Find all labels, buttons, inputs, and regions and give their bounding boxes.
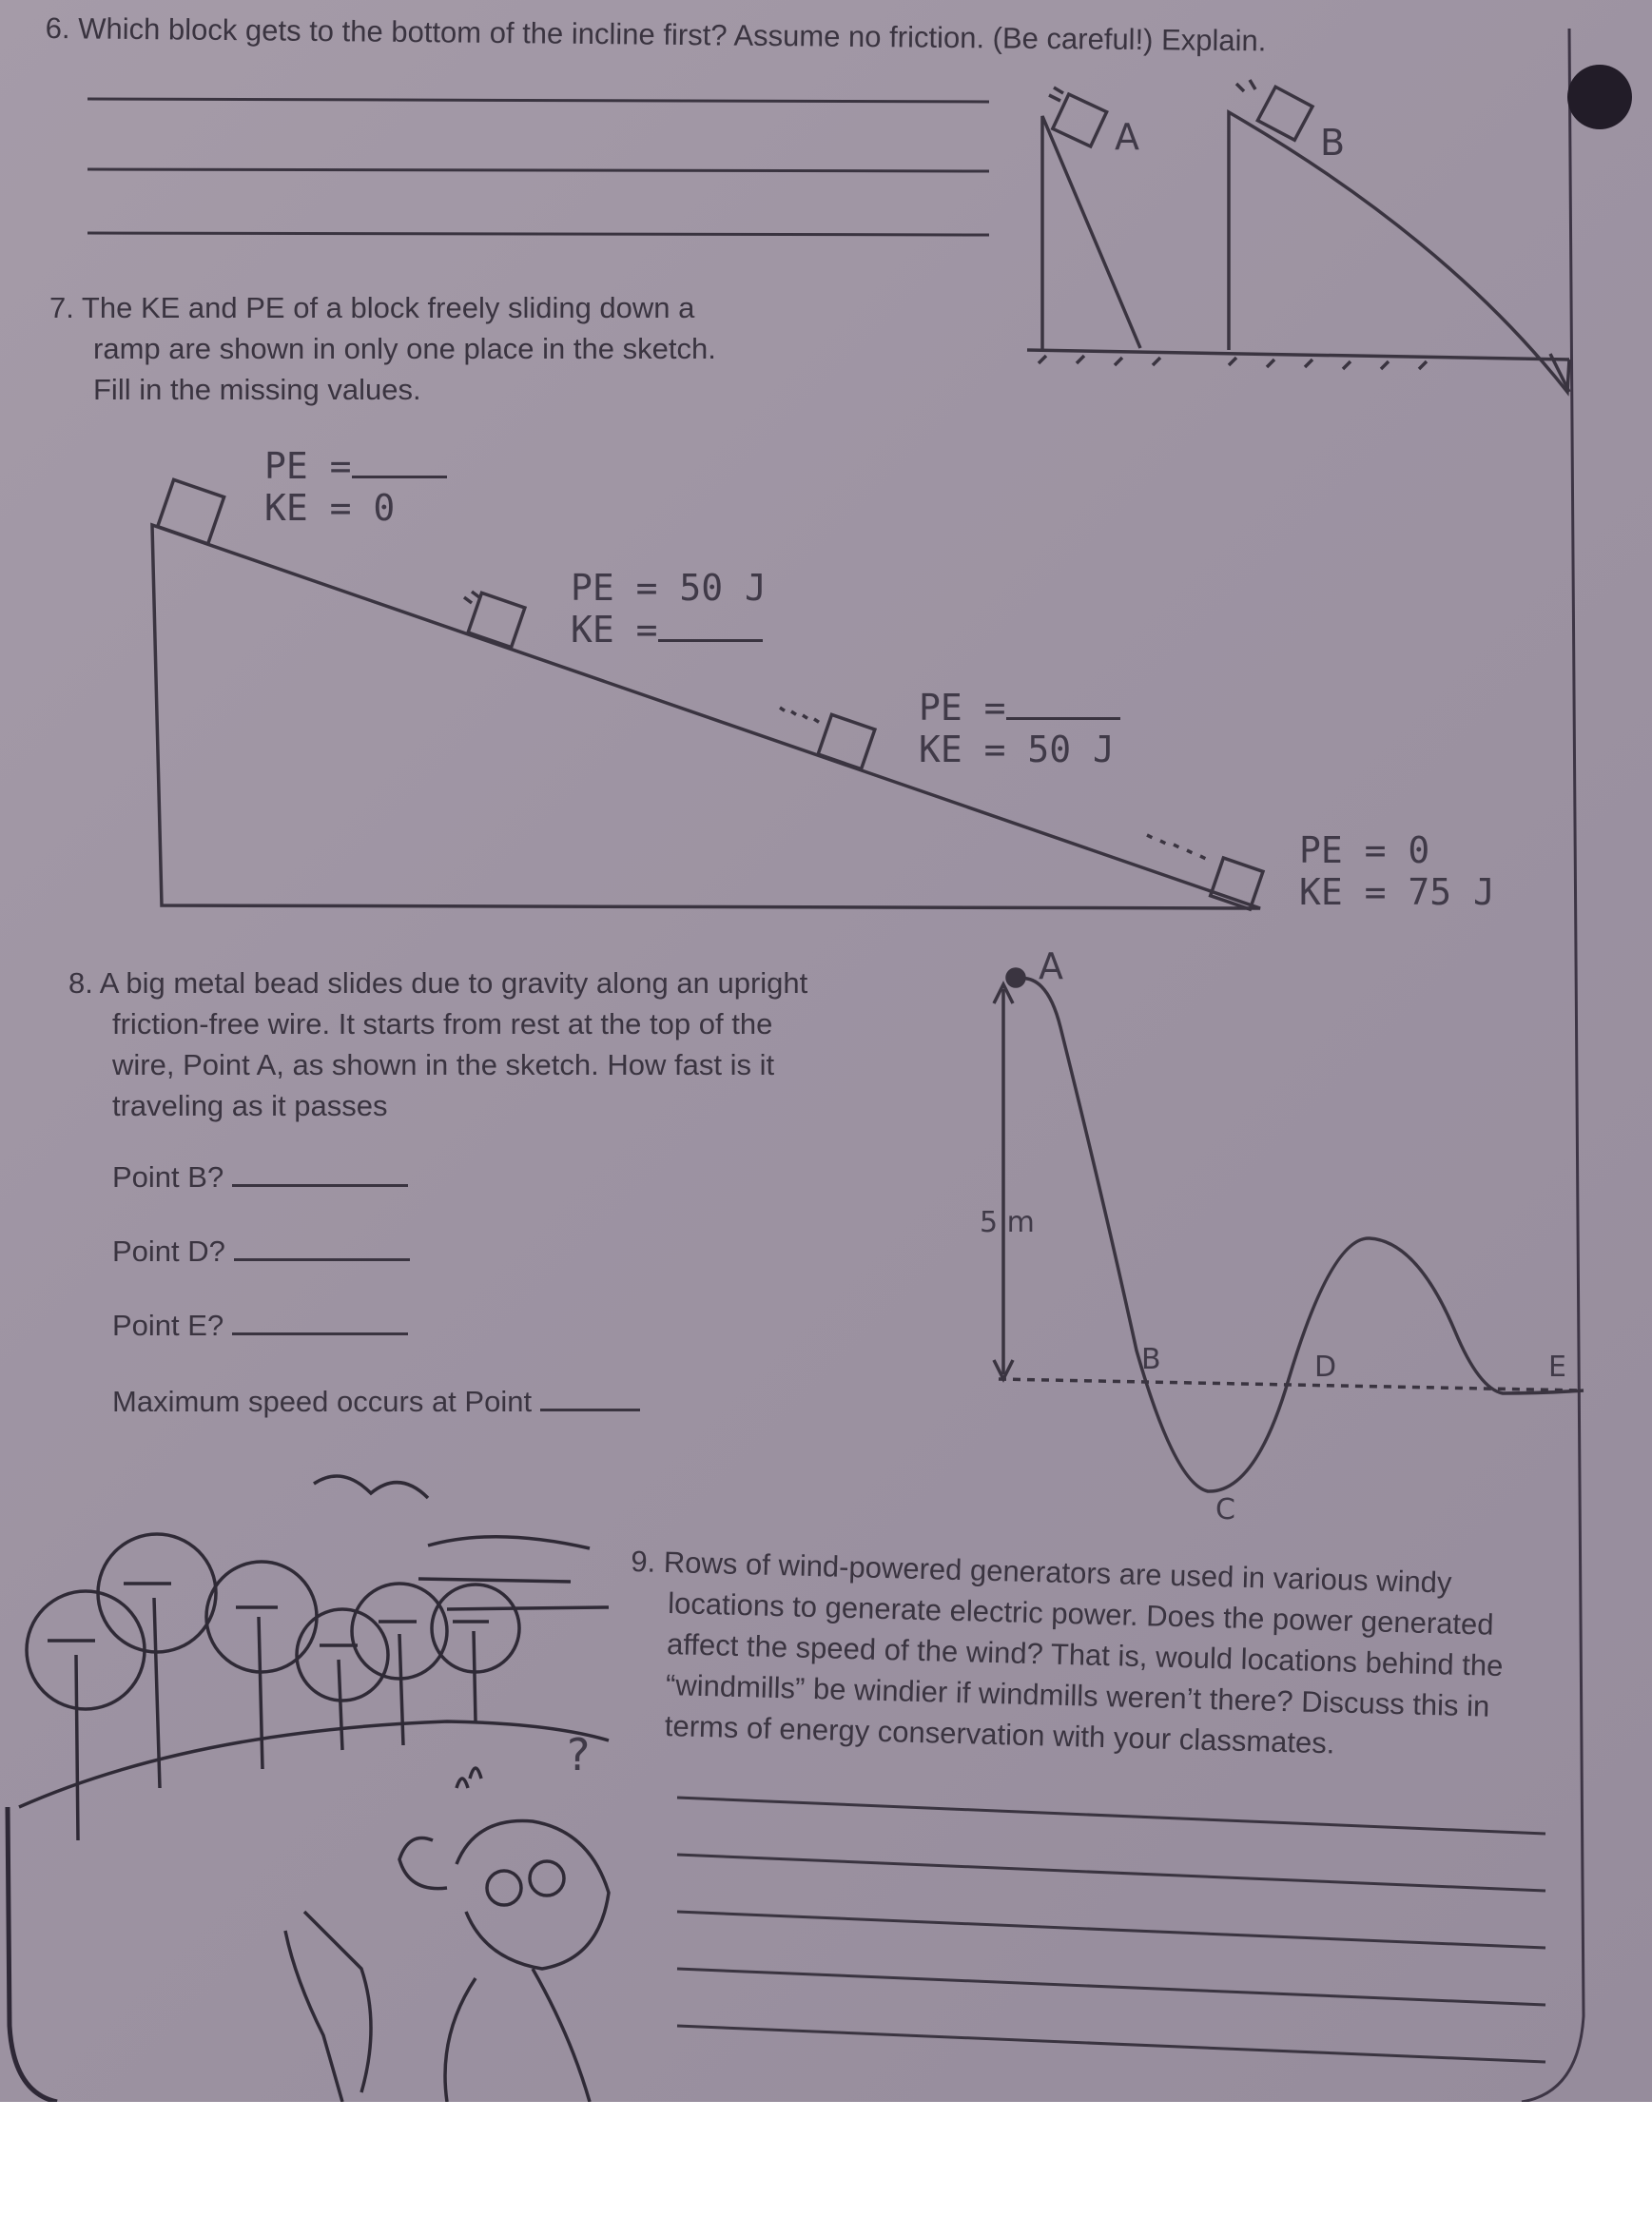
q9-line5: terms of energy conservation with your classmates.: [664, 1708, 1335, 1760]
q7-p3-pe-blank[interactable]: [1006, 717, 1120, 720]
q7-p3-ke: KE = 50 J: [919, 729, 1115, 770]
q7-point2-values: [571, 567, 767, 651]
q8-label-a: A: [1039, 945, 1063, 987]
q7-number: 7.: [49, 291, 74, 324]
page-left-edge: [8, 1807, 57, 2102]
q7-p2-ke-blank[interactable]: [658, 639, 763, 642]
q9-question-mark: ?: [567, 1729, 591, 1780]
q8-label-e: E: [1548, 1351, 1566, 1384]
q7-block-2: [468, 593, 525, 647]
q8-max-speed-blank[interactable]: [540, 1409, 640, 1411]
q9-answer-lines: [677, 1798, 1545, 2062]
q6-label-a: A: [1115, 116, 1139, 158]
q7-point1-values: [264, 445, 447, 529]
q9-person-body: [304, 1912, 590, 2102]
q9-question: [626, 1541, 1506, 1768]
q8-point-e-label: Point E?: [112, 1309, 224, 1342]
q7-block-3: [818, 714, 875, 768]
binder-hole: [1567, 65, 1632, 129]
q6-label-b: B: [1320, 122, 1346, 164]
q8-question: [68, 962, 807, 1126]
q7-p2-ke: KE =: [571, 609, 658, 651]
q6-block-b: [1257, 87, 1312, 140]
q8-max-speed-row: [112, 1385, 640, 1419]
q8-number: 8.: [68, 966, 93, 1000]
q9-line2: locations to generate electric power. Does the power generated: [667, 1586, 1494, 1642]
q6-incline-diagram: [1027, 80, 1569, 392]
q6-text: Which block gets to the bottom of the incline first? Assume no friction. (Be careful!) Explain.: [78, 11, 1267, 58]
q7-p4-pe: PE = 0: [1299, 829, 1430, 871]
q9-line4: “windmills” be windier if windmills weren’t there? Discuss this in: [665, 1668, 1490, 1723]
page-right-edge: [1522, 29, 1584, 2102]
q9-number: 9.: [630, 1544, 656, 1579]
q7-line3: Fill in the missing values.: [93, 373, 421, 406]
q7-block-top: [158, 479, 224, 543]
q8-wire-diagram: [994, 969, 1584, 1491]
q8-label-b: B: [1141, 1343, 1161, 1376]
q8-point-b-label: Point B?: [112, 1160, 224, 1194]
q8-dashed-baseline: [999, 1379, 1584, 1390]
q8-point-e-blank[interactable]: [232, 1332, 408, 1335]
q6-number: 6.: [45, 10, 70, 46]
q7-line2: ramp are shown in only one place in the sketch.: [93, 332, 716, 365]
q7-question: [49, 287, 716, 410]
q7-p1-ke: KE = 0: [264, 487, 396, 529]
q8-line4: traveling as it passes: [112, 1089, 388, 1122]
q7-p4-ke: KE = 75 J: [1299, 871, 1495, 913]
q6-answer-lines: [87, 99, 989, 235]
q8-point-e-row: [112, 1309, 408, 1343]
q7-line1: The KE and PE of a block freely sliding down a: [81, 291, 695, 324]
q9-wind-lines: [418, 1537, 609, 1609]
q8-label-c: C: [1215, 1493, 1235, 1526]
q8-height-label: 5 m: [980, 1206, 1035, 1239]
q8-line2: friction-free wire. It starts from rest at the top of the: [112, 1007, 773, 1040]
q7-point4-values: [1299, 829, 1495, 913]
q9-windmill-cartoon: [19, 1476, 609, 2102]
q9-ground: [19, 1721, 609, 1807]
q8-max-speed-label: Maximum speed occurs at Point: [112, 1385, 533, 1418]
q9-line3: affect the speed of the wind? That is, would locations behind the: [666, 1627, 1504, 1683]
q7-p3-pe: PE =: [919, 687, 1006, 729]
q7-point3-values: [919, 687, 1120, 770]
q8-label-d: D: [1314, 1351, 1337, 1384]
q8-wire: [1014, 979, 1584, 1491]
q9-person-head: [457, 1821, 609, 1969]
q8-point-d-row: [112, 1235, 410, 1269]
q8-bead: [1007, 969, 1024, 986]
q7-p2-pe: PE = 50 J: [571, 567, 767, 609]
q8-point-d-blank[interactable]: [234, 1258, 410, 1261]
q8-line3: wire, Point A, as shown in the sketch. How fast is it: [112, 1048, 775, 1081]
q7-p1-pe: PE =: [264, 445, 352, 487]
q8-line1: A big metal bead slides due to gravity along an upright: [99, 966, 808, 1000]
q8-point-b-row: [112, 1160, 408, 1195]
q8-point-d-label: Point D?: [112, 1235, 225, 1268]
q7-p1-pe-blank[interactable]: [352, 476, 447, 478]
q6-block-a: [1053, 94, 1107, 146]
q8-point-b-blank[interactable]: [232, 1184, 408, 1187]
q9-line1: Rows of wind-powered generators are used in various windy: [663, 1545, 1452, 1600]
